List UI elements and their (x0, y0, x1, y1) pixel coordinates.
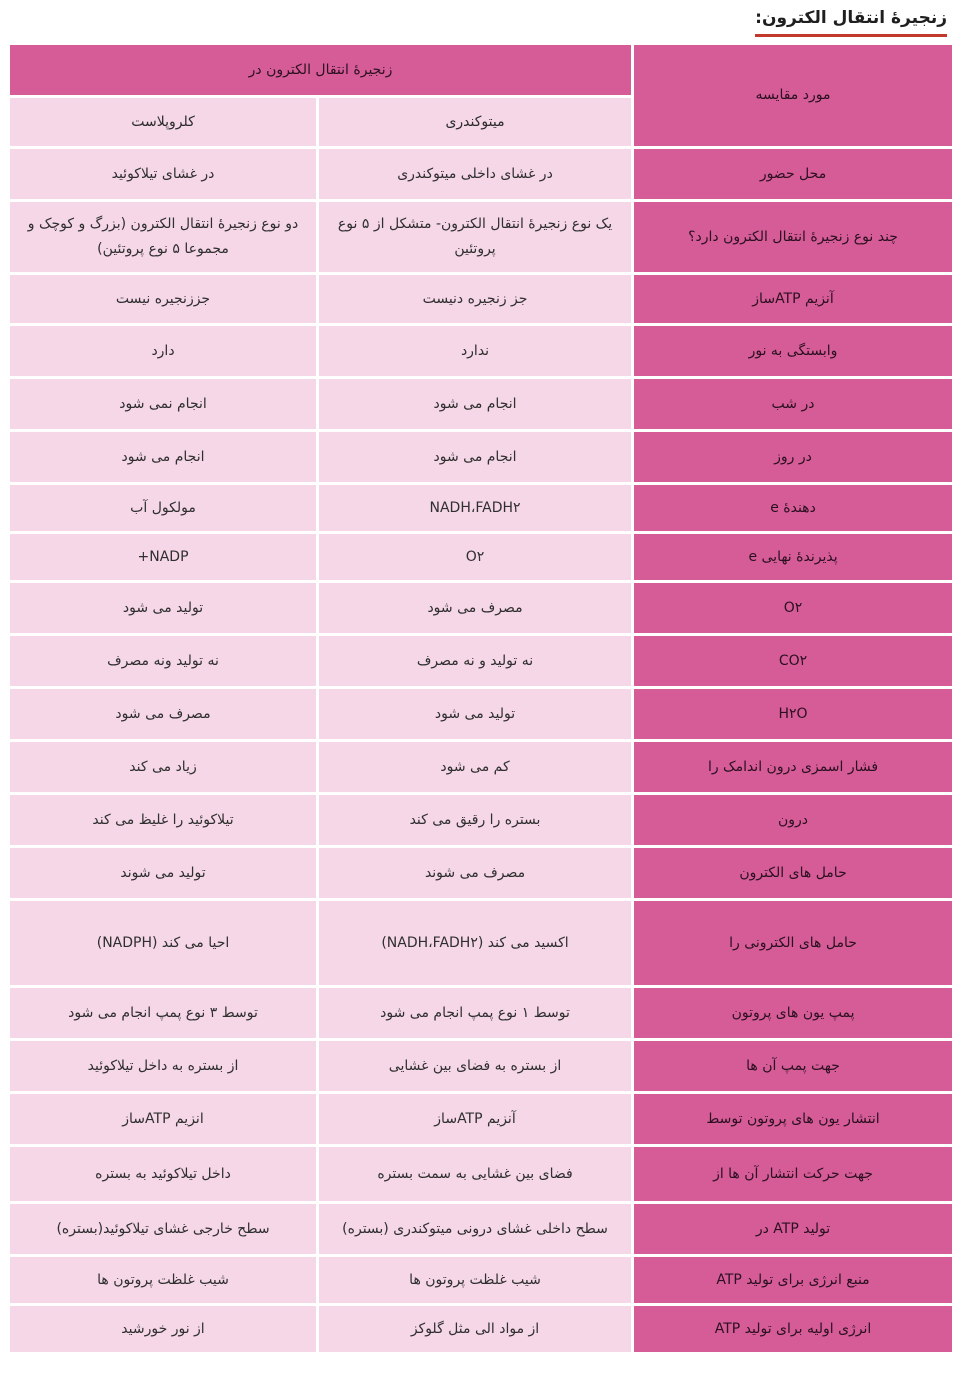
chloroplast-cell: از بستره به داخل تیلاکوئید (10, 1041, 316, 1091)
chloroplast-cell: شیب غلظت پروتون ها (10, 1257, 316, 1303)
mitochondria-cell: O۲ (319, 534, 631, 580)
feature-cell: دهندهٔ e (634, 485, 952, 531)
mitochondria-cell: کم می شود (319, 742, 631, 792)
feature-cell: تولید ATP در (634, 1204, 952, 1254)
chloroplast-cell: تولید می شود (10, 583, 316, 633)
table-row (10, 1306, 952, 1352)
chloroplast-cell: داخل تیلاکوئید به بستره (10, 1147, 316, 1201)
chloroplast-cell: زیاد می کند (10, 742, 316, 792)
mitochondria-cell: جز زنجیره دنیست (319, 275, 631, 323)
table-row (10, 901, 952, 985)
table-row (10, 848, 952, 898)
table-row (10, 534, 952, 580)
feature-cell: CO۲ (634, 636, 952, 686)
feature-cell: در روز (634, 432, 952, 482)
table-row (10, 1204, 952, 1254)
table-row (10, 988, 952, 1038)
feature-cell: وابستگی به نور (634, 326, 952, 376)
feature-cell: پذیرندهٔ نهایی e (634, 534, 952, 580)
table-row (10, 742, 952, 792)
table-row (10, 1041, 952, 1091)
chloroplast-cell: مولکول آب (10, 485, 316, 531)
chloroplast-cell: توسط ۳ نوع پمپ انجام می شود (10, 988, 316, 1038)
feature-cell: انرژی اولیه برای تولید ATP (634, 1306, 952, 1352)
chloroplast-cell: NADP+ (10, 534, 316, 580)
feature-cell: H۲O (634, 689, 952, 739)
mitochondria-cell: بستره را رقیق می کند (319, 795, 631, 845)
chloroplast-cell: در غشای تیلاکوئید (10, 149, 316, 199)
feature-cell: در شب (634, 379, 952, 429)
feature-cell: پمپ یون های پروتون (634, 988, 952, 1038)
chloroplast-cell: نه تولید ونه مصرف (10, 636, 316, 686)
feature-cell: O۲ (634, 583, 952, 633)
feature-cell: آنزیم ATPساز (634, 275, 952, 323)
feature-cell: جهت حرکت انتشار آن ها از (634, 1147, 952, 1201)
chloroplast-cell: انجام نمی شود (10, 379, 316, 429)
mitochondria-cell: یک نوع زنجیرهٔ انتقال الکترون- متشکل از ۵ نوع پروتئین (319, 202, 631, 272)
mitochondria-cell: مصرف می شوند (319, 848, 631, 898)
table-row (10, 636, 952, 686)
feature-cell: حامل های الکترون (634, 848, 952, 898)
mitochondria-cell: NADH،FADH۲ (319, 485, 631, 531)
mitochondria-cell: مصرف می شود (319, 583, 631, 633)
chloroplast-cell: انزیم ATPساز (10, 1094, 316, 1144)
chloroplast-cell: انجام می شود (10, 432, 316, 482)
feature-column-header: مورد مقایسه (634, 45, 952, 146)
group-header: زنجیرهٔ انتقال الکترون در (10, 45, 631, 95)
feature-cell: جهت پمپ آن ها (634, 1041, 952, 1091)
mitochondria-cell: سطح داخلی غشای درونی میتوکندری (بستره) (319, 1204, 631, 1254)
chloroplast-cell: دارد (10, 326, 316, 376)
chloroplast-cell: جززنجیره نیست (10, 275, 316, 323)
table-row (10, 1257, 952, 1303)
comparison-table (7, 42, 955, 1355)
mitochondria-cell: فضای بین غشایی به سمت بستره (319, 1147, 631, 1201)
mitochondria-cell: از مواد الی مثل گلوکز (319, 1306, 631, 1352)
mitochondria-cell: توسط ۱ نوع پمپ انجام می شود (319, 988, 631, 1038)
mitochondria-cell: شیب غلظت پروتون ها (319, 1257, 631, 1303)
feature-cell: محل حضور (634, 149, 952, 199)
table-row (10, 485, 952, 531)
feature-cell: انتشار یون های پروتون توسط (634, 1094, 952, 1144)
mitochondria-cell: اکسید می کند (NADH،FADH۲) (319, 901, 631, 985)
chloroplast-header: کلروپلاست (10, 98, 316, 146)
chloroplast-cell: دو نوع زنجیرهٔ انتقال الکترون (بزرگ و کوچک و مجموعا ۵ نوع پروتئین) (10, 202, 316, 272)
mitochondria-cell: آنزیم ATPساز (319, 1094, 631, 1144)
feature-cell: حامل های الکترونی را (634, 901, 952, 985)
feature-cell: چند نوع زنجیرهٔ انتقال الکترون دارد؟ (634, 202, 952, 272)
chloroplast-cell: سطح خارجی غشای تیلاکوئید(بستره) (10, 1204, 316, 1254)
table-row (10, 1147, 952, 1201)
mitochondria-cell: تولید می شود (319, 689, 631, 739)
chloroplast-cell: تیلاکوئید را غلیظ می کند (10, 795, 316, 845)
table-row (10, 149, 952, 199)
mitochondria-cell: انجام می شود (319, 432, 631, 482)
chloroplast-cell: مصرف می شود (10, 689, 316, 739)
feature-cell: منبع انرژی برای تولید ATP (634, 1257, 952, 1303)
mitochondria-cell: ندارد (319, 326, 631, 376)
table-row (10, 379, 952, 429)
table-row (10, 1094, 952, 1144)
table-row (10, 432, 952, 482)
feature-cell: درون (634, 795, 952, 845)
chloroplast-cell: احیا می کند (NADPH) (10, 901, 316, 985)
page-title: زنجیرهٔ انتقال الکترون: (755, 6, 947, 37)
table-row (10, 795, 952, 845)
chloroplast-cell: از نور خورشید (10, 1306, 316, 1352)
mitochondria-cell: از بستره به فضای بین غشایی (319, 1041, 631, 1091)
mitochondria-cell: انجام می شود (319, 379, 631, 429)
chloroplast-cell: تولید می شوند (10, 848, 316, 898)
mitochondria-cell: در غشای داخلی میتوکندری (319, 149, 631, 199)
table-row (10, 275, 952, 323)
header-row (10, 45, 952, 95)
mitochondria-header: میتوکندری (319, 98, 631, 146)
mitochondria-cell: نه تولید و نه مصرف (319, 636, 631, 686)
table-row (10, 326, 952, 376)
table-row (10, 202, 952, 272)
table-row (10, 689, 952, 739)
feature-cell: فشار اسمزی درون اندامک را (634, 742, 952, 792)
table-row (10, 583, 952, 633)
